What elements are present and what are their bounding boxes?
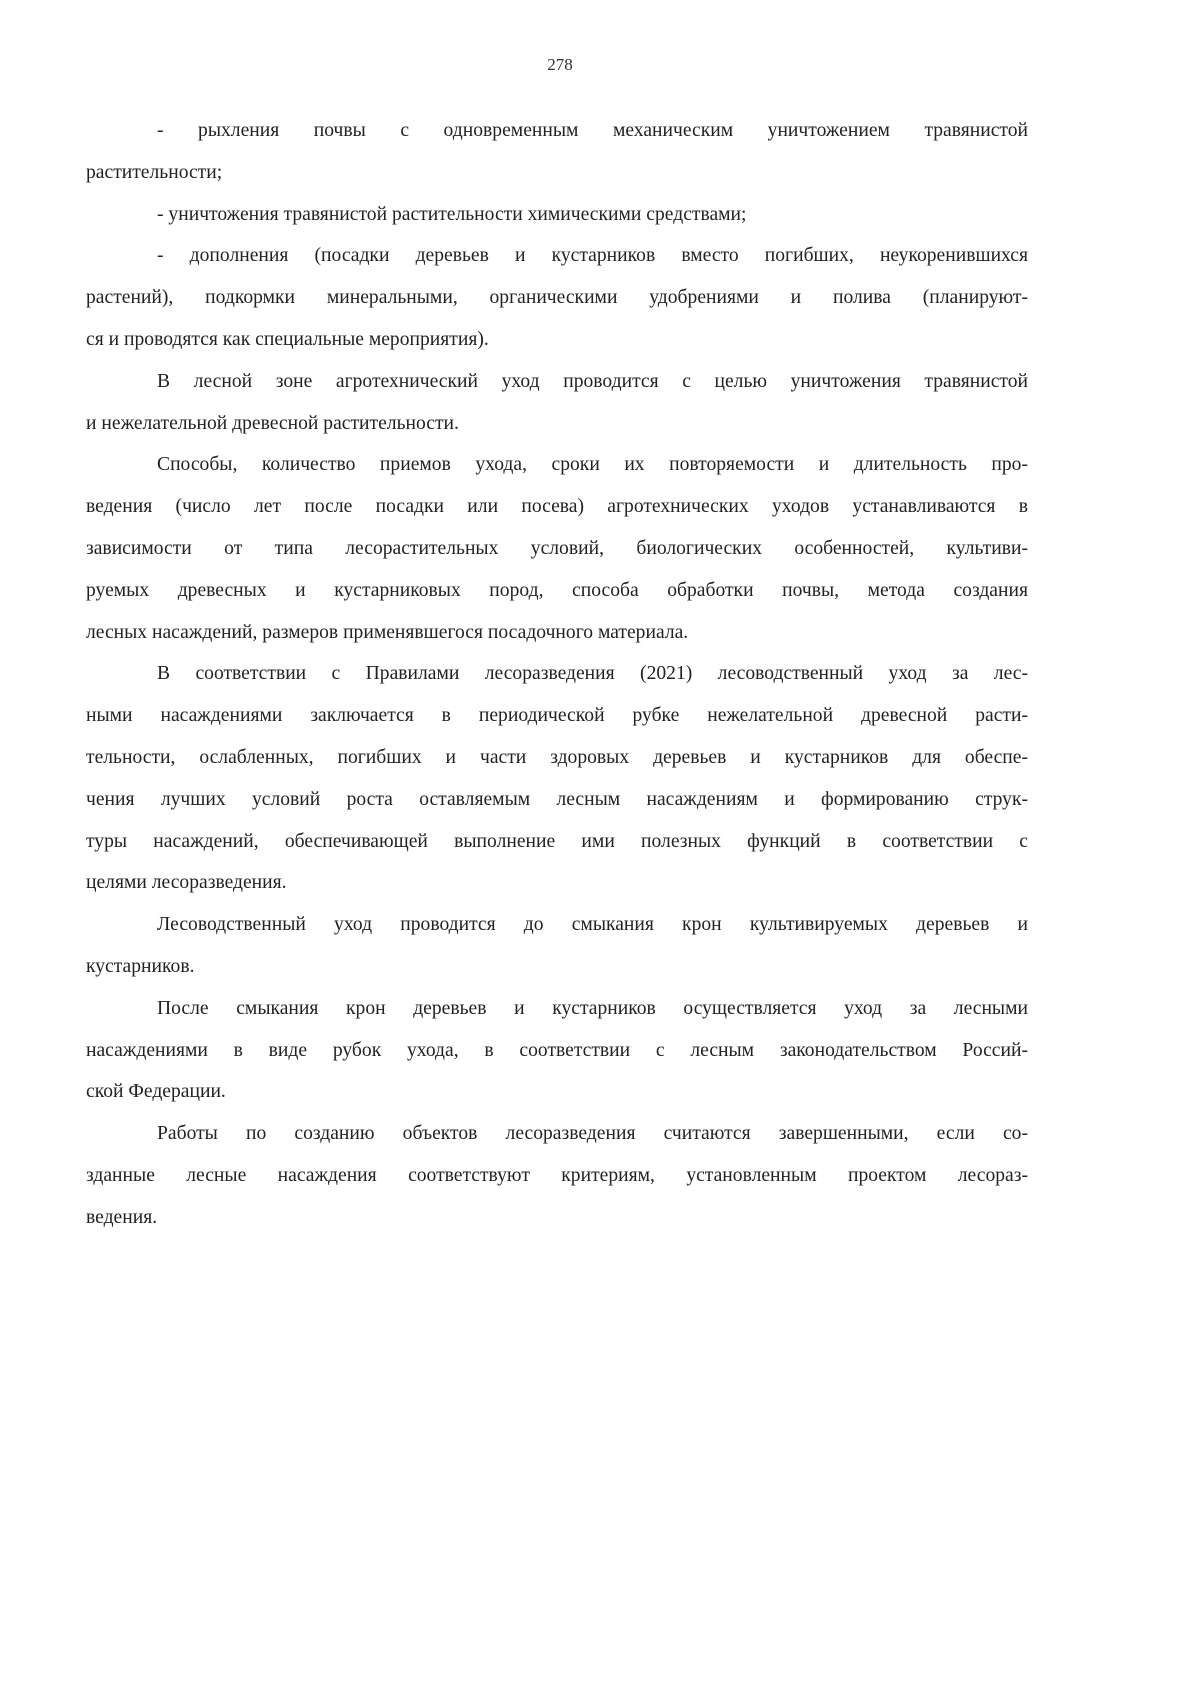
text-line: ными насаждениями заключается в периодической рубке нежелательной древесной расти- [86,705,1028,727]
body-text [86,110,1028,1239]
text-line: лесных насаждений, размеров применявшегося посадочного материала. [86,621,689,643]
text-line: ведения. [86,1206,158,1228]
text-line: ведения (число лет после посадки или посева) агротехнических уходов устанавливаются в [86,496,1028,518]
text-line: После смыкания крон деревьев и кустарников осуществляется уход за лесными [157,997,1028,1019]
text-line: насаждениями в виде рубок ухода, в соответствии с лесным законодательством Россий- [86,1039,1028,1061]
text-line: зданные лесные насаждения соответствуют критериям, установленным проектом лесораз- [86,1164,1028,1186]
text-line: растений), подкормки минеральными, органическими удобрениями и полива (планируют- [86,287,1028,309]
text-line: - уничтожения травянистой растительности химическими средствами; [157,203,747,225]
text-line: Способы, количество приемов ухода, сроки их повторяемости и длительность про- [157,454,1028,476]
text-line: В соответствии с Правилами лесоразведения (2021) лесоводственный уход за лес- [157,663,1028,685]
text-line: чения лучших условий роста оставляемым лесным насаждениям и формированию струк- [86,788,1028,810]
text-line: - дополнения (посадки деревьев и кустарников вместо погибших, неукоренившихся [157,245,1028,267]
text-line: растительности; [86,161,223,183]
text-line: Лесоводственный уход проводится до смыкания крон культивируемых деревьев и [157,914,1028,936]
text-line: В лесной зоне агротехнический уход проводится с целью уничтожения травянистой [157,370,1028,392]
text-line: туры насаждений, обеспечивающей выполнение ими полезных функций в соответствии с [86,830,1028,852]
text-line: кустарников. [86,955,195,977]
text-line: Работы по созданию объектов лесоразведения считаются завершенными, если со- [157,1123,1028,1145]
text-line: тельности, ослабленных, погибших и части здоровых деревьев и кустарников для обеспе- [86,746,1028,768]
text-line: ся и проводятся как специальные мероприятия). [86,328,489,350]
text-line: зависимости от типа лесорастительных условий, биологических особенностей, культиви- [86,537,1028,559]
text-line: целями лесоразведения. [86,872,287,894]
text-line: ской Федерации. [86,1081,226,1103]
page-number: 278 [547,55,573,74]
text-line: и нежелательной древесной растительности. [86,412,459,434]
text-line: - рыхления почвы с одновременным механическим уничтожением травянистой [157,120,1028,141]
text-line: руемых древесных и кустарниковых пород, способа обработки почвы, метода создания [86,579,1028,601]
